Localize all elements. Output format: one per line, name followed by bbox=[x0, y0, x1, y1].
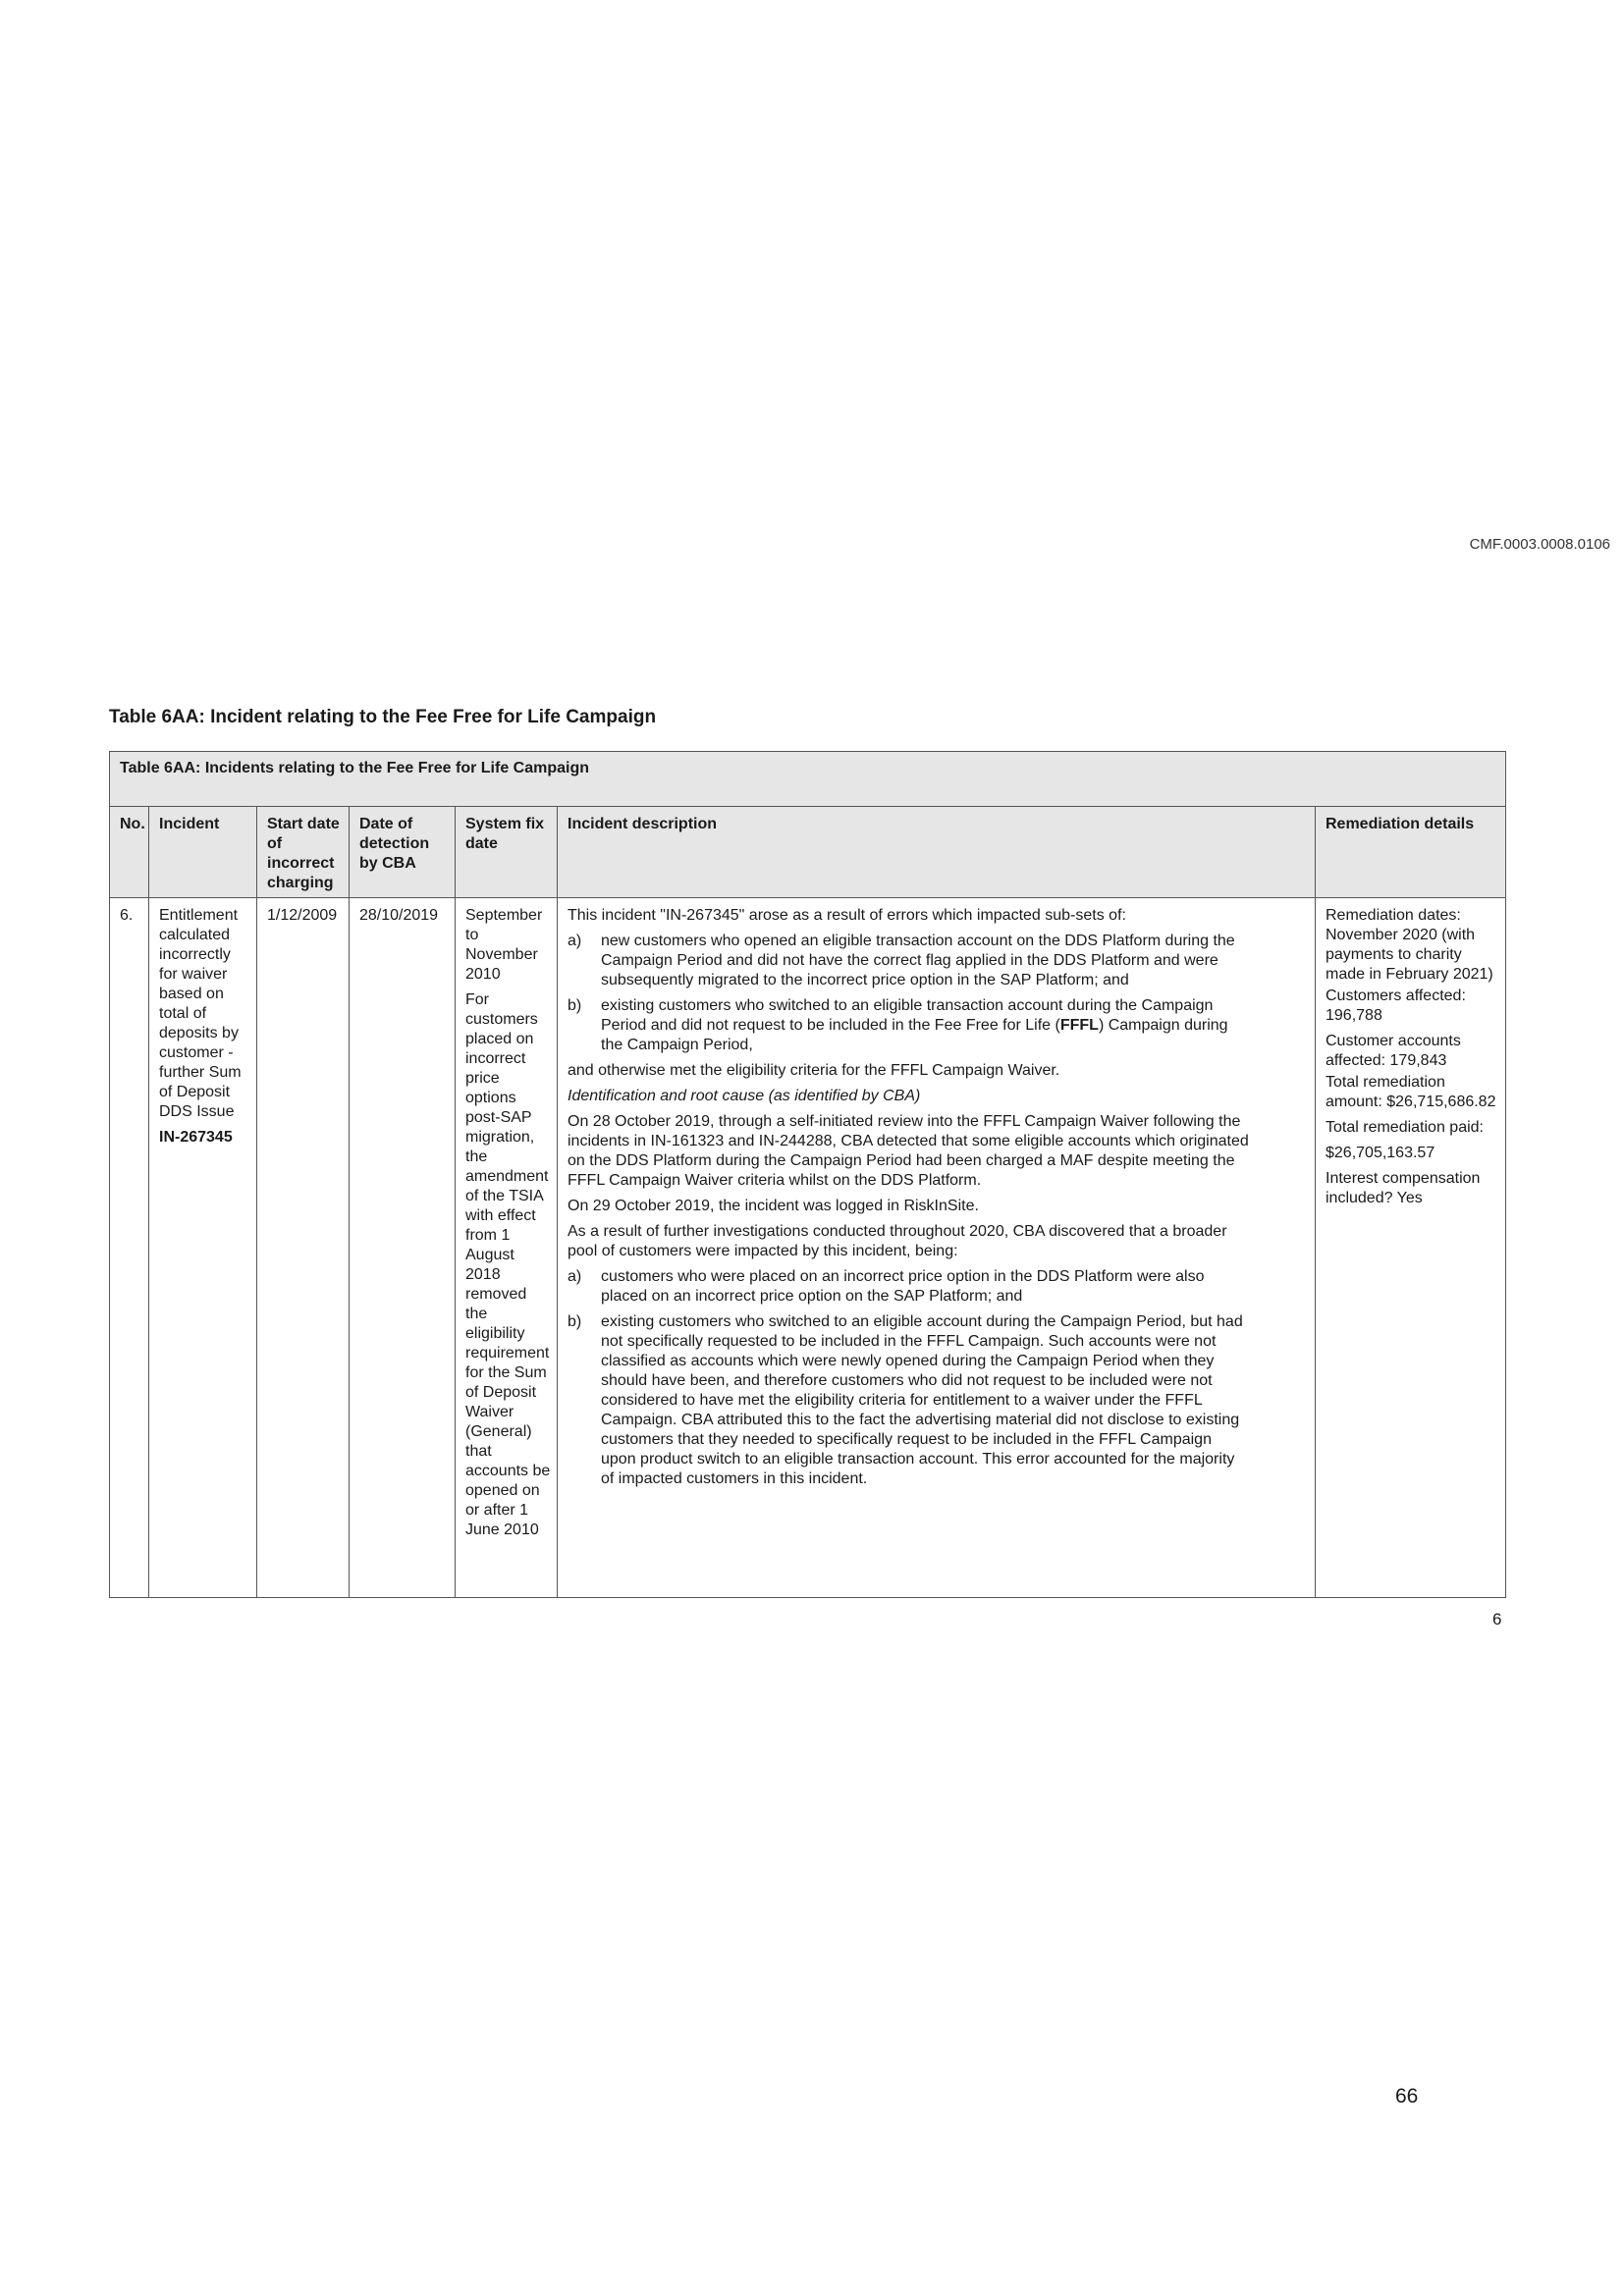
start-date-cell: 1/12/2009 bbox=[257, 898, 350, 1598]
fix-date-primary: September to November 2010 bbox=[465, 907, 543, 983]
description-criteria: and otherwise met the eligibility criteria for the FFFL Campaign Waiver. bbox=[568, 1062, 1060, 1079]
customers-affected: Customers affected: 196,788 bbox=[1326, 988, 1466, 1024]
fix-date-cell bbox=[456, 898, 558, 1598]
list-text bbox=[601, 996, 1309, 1055]
description-review: On 28 October 2019, through a self-initiated review into the FFFL Campaign Waiver following the incidents in IN-161323 and IN-244288, CBA detected that some eligible accounts which originated on the DDS Platform during the Campaign Period had been charged a MAF despite meeting the FFFL Campaign Waiver criteria whilst on the DDS Platform. bbox=[568, 1113, 1249, 1189]
section-number: 6 bbox=[1492, 1610, 1502, 1629]
table-row bbox=[110, 898, 1506, 1598]
list-marker: b) bbox=[568, 1313, 582, 1330]
list-marker: a) bbox=[568, 1268, 582, 1285]
detection-date-cell: 28/10/2019 bbox=[350, 898, 456, 1598]
incident-text: Entitlement calculated incorrectly for waiver based on total of deposits by customer - further Sum of Deposit DDS Issue bbox=[159, 907, 242, 1120]
root-cause-heading: Identification and root cause (as identified by CBA) bbox=[568, 1088, 921, 1104]
accounts-affected: Customer accounts affected: 179,843 bbox=[1326, 1033, 1461, 1069]
page-number: 66 bbox=[1395, 2085, 1419, 2108]
list-text-part: ) Campaign during the Campaign Period, bbox=[601, 1017, 1228, 1053]
description-intro: This incident "IN-267345" arose as a result of errors which impacted sub-sets of: bbox=[568, 907, 1126, 924]
list-item bbox=[568, 932, 1309, 990]
header-incident: Incident bbox=[149, 807, 257, 898]
list-marker: a) bbox=[568, 933, 582, 949]
fix-date-note: For customers placed on incorrect price options post-SAP migration, the amendment of the TSIA with effect from 1 August 2018 removed the eligibility requirement for the Sum of Deposit Waiver (General) that accounts be opened on or after 1 June 2010 bbox=[465, 991, 551, 1538]
table-heading: Table 6AA: Incident relating to the Fee Free for Life Campaign bbox=[109, 707, 657, 727]
list-item bbox=[568, 996, 1309, 1055]
interest-compensation: Interest compensation included? Yes bbox=[1326, 1170, 1481, 1206]
header-row bbox=[110, 807, 1506, 898]
table-caption: Table 6AA: Incidents relating to the Fee Free for Life Campaign bbox=[110, 752, 1506, 807]
list-item bbox=[568, 1267, 1309, 1307]
remediation-cell bbox=[1316, 898, 1506, 1598]
list-marker: b) bbox=[568, 997, 582, 1014]
total-remediation-paid-value: $26,705,163.57 bbox=[1326, 1145, 1435, 1161]
header-fix-date: System fix date bbox=[456, 807, 558, 898]
row-number: 6. bbox=[110, 898, 149, 1598]
incident-id: IN-267345 bbox=[159, 1129, 233, 1146]
incident-cell bbox=[149, 898, 257, 1598]
defined-term: FFFL bbox=[1059, 1017, 1099, 1034]
description-logged: On 29 October 2019, the incident was logged in RiskInSite. bbox=[568, 1198, 979, 1214]
total-remediation-amount: Total remediation amount: $26,715,686.82 bbox=[1326, 1074, 1496, 1110]
list-item bbox=[568, 1312, 1309, 1489]
list-text: customers who were placed on an incorrect price option in the DDS Platform were also placed on an incorrect price option on the SAP Platform; and bbox=[601, 1268, 1205, 1305]
list-text-part: existing customers who switched to an eligible transaction account during the Campaign Period and did not request to be included in the Fee Free for Life ( bbox=[601, 997, 1214, 1034]
header-remediation: Remediation details bbox=[1316, 807, 1506, 898]
header-no: No. bbox=[110, 807, 149, 898]
list-text: existing customers who switched to an eligible account during the Campaign Period, but had not specifically requested to be included in the FFFL Campaign. Such accounts were not classified as accounts which were newly opened during the Campaign Period when they should have been, and therefore customers who did not request to be included were not considered to have met the eligibility criteria for entitlement to a waiver under the FFFL Campaign. CBA attributed this to the fact the advertising material did not disclose to existing customers that they needed to specifically request to be included in the FFFL Campaign upon product switch to an eligible transaction account. This error accounted for the majority of impacted customers in this incident. bbox=[601, 1313, 1243, 1487]
document-reference: CMF.0003.0008.0106 bbox=[1469, 536, 1610, 553]
incident-table bbox=[109, 751, 1506, 1598]
header-start-date: Start date of incorrect charging bbox=[257, 807, 350, 898]
header-description: Incident description bbox=[558, 807, 1316, 898]
list-text: new customers who opened an eligible transaction account on the DDS Platform during the Campaign Period and did not have the correct flag applied in the DDS Platform and were subsequently migrated to the incorrect price option in the SAP Platform; and bbox=[601, 933, 1235, 988]
description-cell bbox=[558, 898, 1316, 1598]
total-remediation-paid-label: Total remediation paid: bbox=[1326, 1119, 1484, 1136]
description-further: As a result of further investigations conducted throughout 2020, CBA discovered that a broader pool of customers were impacted by this incident, being: bbox=[568, 1223, 1227, 1259]
header-detection-date: Date of detection by CBA bbox=[350, 807, 456, 898]
remediation-dates: Remediation dates: November 2020 (with payments to charity made in February 2021) bbox=[1326, 907, 1493, 983]
